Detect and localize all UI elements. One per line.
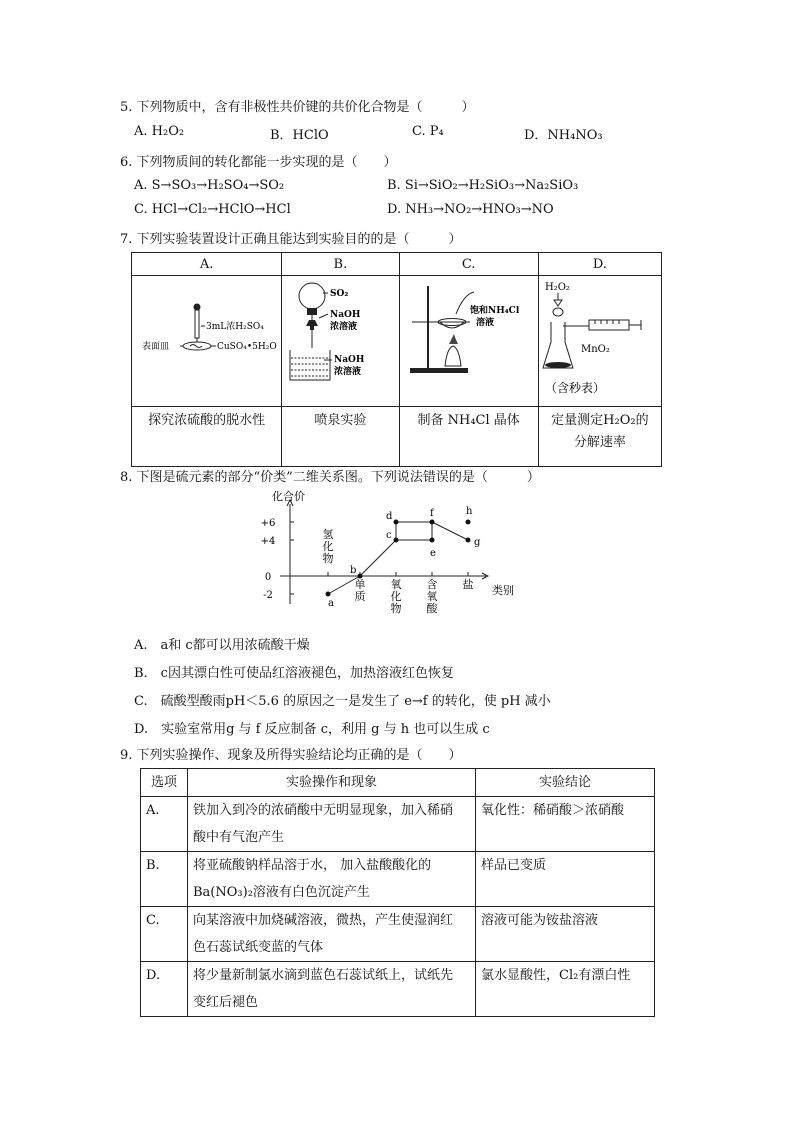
bottom-naoh-label: NaOH xyxy=(334,355,365,365)
x-category-label: 氧化物 xyxy=(390,578,402,615)
decomposition-rate-apparatus-diagram xyxy=(539,276,661,402)
q7-label-c: 制备 NH₄Cl 晶体 xyxy=(399,407,538,467)
table-row xyxy=(141,797,655,852)
point-label-f: f xyxy=(430,508,434,519)
mno2-label: MnO₂ xyxy=(580,344,610,355)
q9-row-option: C. xyxy=(141,907,188,962)
top-solution-label: 浓溶液 xyxy=(330,322,358,332)
sulfur-valence-class-chart xyxy=(250,486,530,626)
point-connector xyxy=(432,522,468,540)
table-row xyxy=(141,907,655,962)
q7-label-b: 喷泉实验 xyxy=(282,407,399,467)
q9-row-option: A. xyxy=(141,797,188,852)
dish-label: 表面皿 xyxy=(142,342,170,352)
q6-option-c: C. HCl→Cl₂→HClO→HCl xyxy=(134,202,291,217)
point-label-e: e xyxy=(430,548,436,559)
q9-row-option: D. xyxy=(141,962,188,1017)
x-category-label: 盐 xyxy=(462,578,474,591)
q9-row-operation xyxy=(188,797,476,852)
h2o2-label: H₂O₂ xyxy=(544,282,570,293)
stopwatch-note: （含秒表） xyxy=(544,381,605,395)
y-tick-label: -2 xyxy=(263,590,273,601)
operation-line: 将少量新制氯水滴到蓝色石蕊试纸上，试纸先 xyxy=(193,968,454,983)
q7-figure-a xyxy=(132,276,282,407)
q7-header-c: C. xyxy=(399,253,538,276)
q9-row-conclusion: 溶液可能为铵盐溶液 xyxy=(476,907,655,962)
q7-label-d xyxy=(538,407,661,467)
table-row xyxy=(141,852,655,907)
point-e xyxy=(430,538,435,543)
q9-row-conclusion: 氧化性：稀硝酸＞浓硝酸 xyxy=(476,797,655,852)
q7-header-a: A. xyxy=(132,253,282,276)
q6-option-d: D. NH₃→NO₂→HNO₃→NO xyxy=(387,202,554,217)
q9-row-operation xyxy=(188,962,476,1017)
q5-option-c: C. P₄ xyxy=(412,124,444,139)
operation-line: 酸中有气泡产生 xyxy=(193,830,285,845)
nh4cl-label: 饱和NH₄Cl xyxy=(469,306,519,316)
gas-label: SO₂ xyxy=(330,289,349,299)
point-h xyxy=(466,520,471,525)
q9-header-option: 选项 xyxy=(141,769,188,797)
y-axis-label: 化合价 xyxy=(272,490,305,503)
q8-option-b: B. c因其漂白性可使品红溶液褪色，加热溶液红色恢复 xyxy=(134,666,454,681)
q9-header-conclusion: 实验结论 xyxy=(476,769,655,797)
operation-line: 铁加入到冷的浓硝酸中无明显现象，加入稀硝 xyxy=(193,803,454,818)
point-label-d: d xyxy=(386,511,393,522)
q9-table xyxy=(140,768,655,1017)
point-d xyxy=(394,520,399,525)
operation-line: 将亚硫酸钠样品溶于水， 加入盐酸酸化的 xyxy=(193,858,432,873)
x-category-label: 含氧酸 xyxy=(426,578,438,615)
q6-option-a: A. S→SO₃→H₂SO₄→SO₂ xyxy=(134,178,285,193)
q7-label-d-line2: 分解速率 xyxy=(573,435,626,450)
point-g xyxy=(466,538,471,543)
bottom-solution-label: 浓溶液 xyxy=(334,367,362,377)
q6-stem: 6. 下列物质间的转化都能一步实现的是（ ） xyxy=(120,155,397,170)
q8-stem: 8. 下图是硫元素的部分“价类”二维关系图。下列说法错误的是（ ） xyxy=(120,470,540,485)
y-tick-label: 0 xyxy=(264,572,272,583)
q9-row-operation xyxy=(188,907,476,962)
operation-line: Ba(NO₃)₂溶液有白色沉淀产生 xyxy=(193,885,370,900)
point-label-b: b xyxy=(350,565,357,576)
q9-row-conclusion: 样品已变质 xyxy=(476,852,655,907)
point-c xyxy=(394,538,399,543)
q6-option-b: B. Si→SiO₂→H₂SiO₃→Na₂SiO₃ xyxy=(387,178,579,193)
table-row xyxy=(141,962,655,1017)
q7-header-b: B. xyxy=(282,253,399,276)
point-b xyxy=(358,574,363,579)
operation-line: 色石蕊试纸变蓝的气体 xyxy=(193,940,324,955)
x-category-label: 单质 xyxy=(354,578,366,603)
q7-table xyxy=(131,252,662,467)
top-naoh-label: NaOH xyxy=(330,310,361,320)
q9-header-operation: 实验操作和现象 xyxy=(188,769,476,797)
point-a xyxy=(326,592,331,597)
y-tick-label: +4 xyxy=(260,536,276,547)
operation-line: 变红后褪色 xyxy=(193,995,259,1010)
fountain-apparatus-diagram xyxy=(282,276,398,402)
q8-option-d: D. 实验室常用g 与 f 反应制备 c，利用 g 与 h 也可以生成 c xyxy=(134,722,490,737)
q7-figure-b xyxy=(282,276,399,407)
point-label-c: c xyxy=(386,530,392,541)
q9-row-conclusion: 氯水显酸性，Cl₂有漂白性 xyxy=(476,962,655,1017)
salt-label: CuSO₄•5H₂O xyxy=(217,342,277,352)
q5-option-b: B．HClO xyxy=(270,128,329,143)
q7-label-d-line1: 定量测定H₂O₂的 xyxy=(551,413,649,428)
nh4cl-solution-label: 溶液 xyxy=(475,318,494,328)
q9-row-operation xyxy=(188,852,476,907)
operation-line: 向某溶液中加烧碱溶液，微热，产生使湿润红 xyxy=(193,913,454,928)
acid-label: 3mL浓H₂SO₄ xyxy=(206,322,264,332)
q8-option-a: A. a和 c都可以用浓硫酸干燥 xyxy=(134,638,310,653)
q8-option-c: C. 硫酸型酸雨pH＜5.6 的原因之一是发生了 e→f 的转化，使 pH 减小 xyxy=(134,694,551,709)
point-label-h: h xyxy=(466,506,473,517)
point-f xyxy=(430,520,435,525)
y-tick-label: +6 xyxy=(260,518,276,529)
point-label-a: a xyxy=(328,598,334,609)
point-connector xyxy=(360,540,396,576)
q7-stem: 7. 下列实验装置设计正确且能达到实验目的的是（ ） xyxy=(120,232,462,247)
q9-stem: 9. 下列实验操作、现象及所得实验结论均正确的是（ ） xyxy=(120,748,462,763)
q7-figure-d xyxy=(538,276,661,407)
q5-option-a: A. H₂O₂ xyxy=(134,124,185,139)
q9-row-option: B. xyxy=(141,852,188,907)
x-axis-label: 类别 xyxy=(492,584,514,597)
q7-figure-c xyxy=(399,276,538,407)
x-category-label: 氢化物 xyxy=(322,528,334,565)
point-label-g: g xyxy=(474,537,481,548)
evaporation-apparatus-diagram xyxy=(400,276,538,402)
dehydration-apparatus-diagram xyxy=(132,276,281,402)
q7-label-a: 探究浓硫酸的脱水性 xyxy=(132,407,282,467)
q5-option-d: D．NH₄NO₃ xyxy=(524,128,603,143)
q7-header-d: D. xyxy=(538,253,661,276)
q5-stem: 5. 下列物质中，含有非极性共价键的共价化合物是（ ） xyxy=(120,100,475,115)
